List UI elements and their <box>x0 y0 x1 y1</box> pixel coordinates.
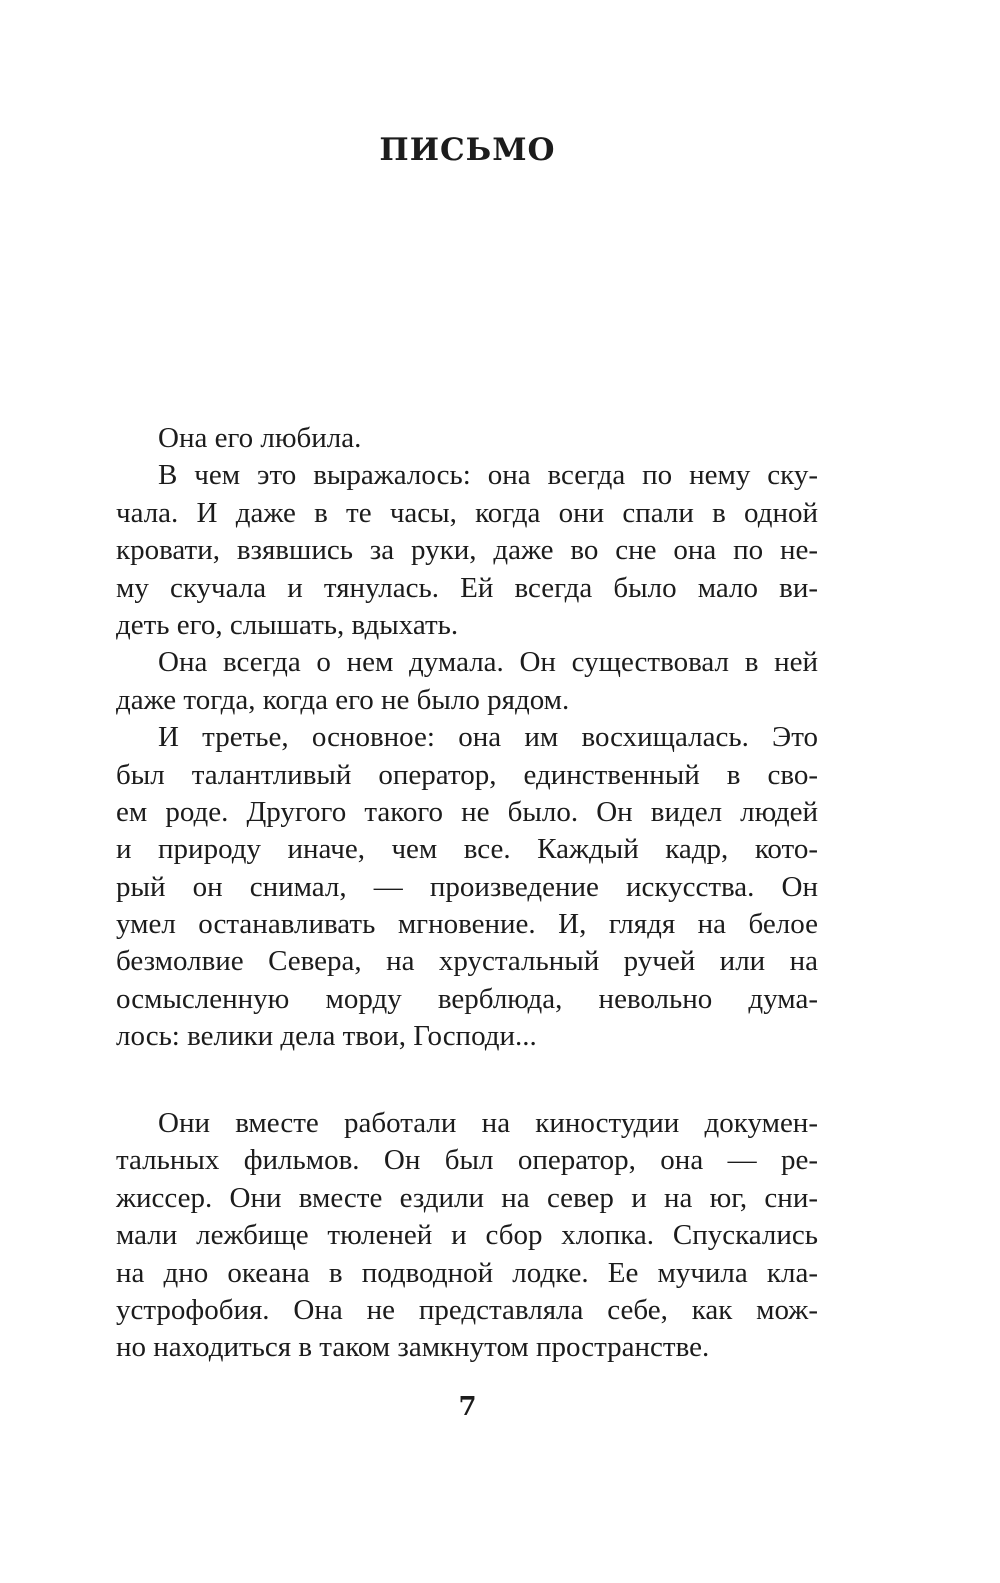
text-line: Они вместе работали на киностудии докумен- <box>158 1107 818 1139</box>
text-line: рый он снимал, — произведение искусства. Он <box>116 870 818 903</box>
text-line: ем роде. Другого такого не было. Он видел людей <box>116 795 818 828</box>
text-section-2 <box>116 1105 818 1367</box>
text-line: жиссер. Они вместе ездили на север и на юг, сни- <box>116 1181 818 1214</box>
page-number: 7 <box>458 1392 477 1422</box>
text-line: умел останавливать мгновение. И, глядя на белое <box>116 908 818 941</box>
text-line: Она всегда о нем думала. Он существовал в ней <box>158 646 818 679</box>
text-line: му скучала и тянулась. Ей всегда было мало ви- <box>116 571 818 604</box>
page-title: ПИСЬМО <box>379 132 556 168</box>
text-line: на дно океана в подводной лодке. Ее мучила кла- <box>116 1256 818 1289</box>
text-line: тальных фильмов. Он был оператор, она — ре- <box>116 1144 818 1177</box>
text-section-1 <box>116 420 818 1056</box>
text-line: лось: велики дела твои, Господи... <box>116 1020 537 1053</box>
text-line: устрофобия. Она не представляла себе, как мож- <box>116 1293 818 1326</box>
text-line: деть его, слышать, вдыхать. <box>116 608 459 641</box>
text-line: кровати, взявшись за руки, даже во сне она по не- <box>116 534 818 567</box>
text-line: В чем это выражалось: она всегда по нему ску- <box>158 459 818 492</box>
text-line: Она его любила. <box>158 422 362 454</box>
text-line: мали лежбище тюленей и сбор хлопка. Спускались <box>116 1219 818 1252</box>
text-line: был талантливый оператор, единственный в сво- <box>116 758 818 791</box>
text-line: И третье, основное: она им восхищалась. Это <box>158 721 818 754</box>
text-line: даже тогда, когда его не было рядом. <box>116 683 570 716</box>
text-line: и природу иначе, чем все. Каждый кадр, кото- <box>116 833 818 866</box>
text-line: чала. И даже в те часы, когда они спали в одной <box>116 496 818 529</box>
text-line: безмолвие Севера, на хрустальный ручей или на <box>116 945 818 978</box>
text-line: осмысленную морду верблюда, невольно дума- <box>116 982 818 1015</box>
text-line: но находиться в таком замкнутом пространстве. <box>116 1331 710 1364</box>
